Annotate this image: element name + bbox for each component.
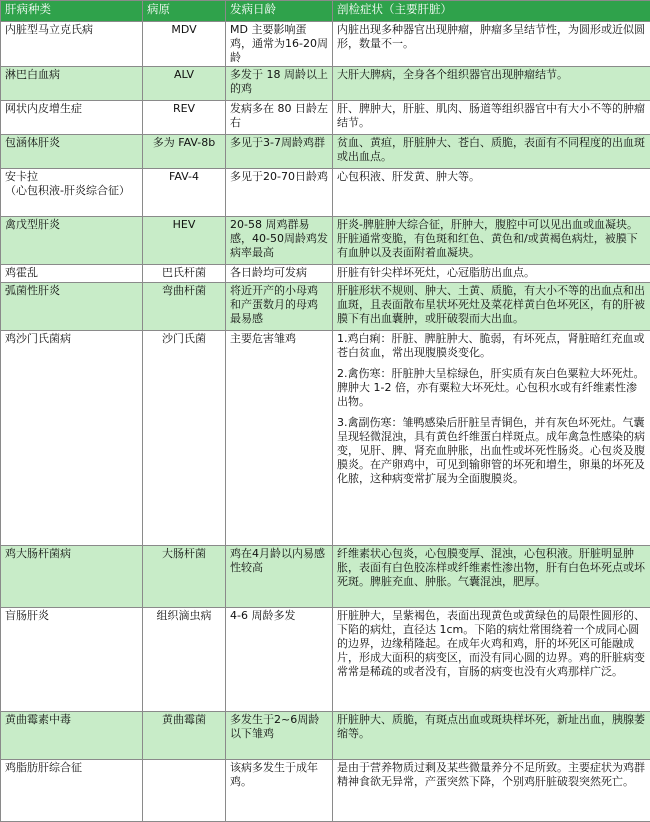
disease-name: 弧菌性肝炎 — [1, 283, 143, 331]
disease-name: 鸡霍乱 — [1, 265, 143, 283]
symptoms — [333, 546, 650, 608]
table-row — [1, 712, 650, 760]
pathogen — [143, 760, 226, 822]
pathogen: 沙门氏菌 — [143, 331, 226, 546]
onset-age: 各日龄均可发病 — [226, 265, 333, 283]
table-row — [1, 331, 650, 546]
symptom-text: 2.禽伤寒：肝脏肿大呈棕绿色，肝实质有灰白色粟粒大坏死灶。脾肿大 1-2 倍，亦有粟粒大坏死灶。心包积水或有纤维素性渗出物。 — [337, 367, 646, 409]
pathogen: FAV-4 — [143, 169, 226, 217]
pathogen: 组织滴虫病 — [143, 608, 226, 712]
pathogen: 弯曲杆菌 — [143, 283, 226, 331]
symptom-text: 肝炎-脾脏肿大综合征，肝肿大，腹腔中可以见出血或血凝块。肝脏通常变脆，有色斑和红色、黄色和/或黄褐色病灶，被膜下有血肿以及表面附着血凝块。 — [337, 218, 646, 260]
pathogen: 大肠杆菌 — [143, 546, 226, 608]
onset-age: 多见于20-70日龄鸡 — [226, 169, 333, 217]
symptoms — [333, 22, 650, 67]
table-row — [1, 22, 650, 67]
symptoms — [333, 135, 650, 169]
symptom-text: 贫血、黄疸，肝脏肿大、苍白、质脆，表面有不同程度的出血斑或出血点。 — [337, 136, 646, 164]
symptom-text: 肝脏肿大，呈紫褐色，表面出现黄色或黄绿色的局限性圆形的、下陷的病灶，直径达 1cm。下陷的病灶常围绕着一个成同心圆的边界，边缘稍隆起。在成年火鸡和鸡，肝的坏死区可能融成片，形成大面积的病变区，而没有同心圆的边界。鸡的肝脏病变常常是稀疏的或者没有，盲肠的病变也没有火鸡那样广泛。 — [337, 609, 646, 679]
symptoms — [333, 712, 650, 760]
symptoms — [333, 67, 650, 101]
symptom-text: 肝、脾肿大，肝脏、肌肉、肠道等组织器官中有大小不等的肿瘤结节。 — [337, 102, 646, 130]
pathogen: 黄曲霉菌 — [143, 712, 226, 760]
onset-age: 鸡在4月龄以内易感性较高 — [226, 546, 333, 608]
disease-name: 禽戊型肝炎 — [1, 217, 143, 265]
header-row — [1, 1, 650, 22]
pathogen: 多为 FAV-8b — [143, 135, 226, 169]
onset-age: 多发于 18 周龄以上的鸡 — [226, 67, 333, 101]
symptom-text: 肝脏有针尖样坏死灶，心冠脂肪出血点。 — [337, 266, 646, 280]
onset-age: 主要危害雏鸡 — [226, 331, 333, 546]
table-row — [1, 265, 650, 283]
disease-name: 黄曲霉素中毒 — [1, 712, 143, 760]
disease-name: 内脏型马立克氏病 — [1, 22, 143, 67]
table-row — [1, 217, 650, 265]
table-row — [1, 135, 650, 169]
disease-name: 网状内皮增生症 — [1, 101, 143, 135]
table-row — [1, 546, 650, 608]
disease-name: 淋巴白血病 — [1, 67, 143, 101]
symptom-text: 肝脏形状不规则、肿大、土黄、质脆，有大小不等的出血点和出血斑，且表面散布星状坏死灶及菜花样黄白色坏死区，有的肝被膜下有出血囊肿，或肝破裂而大出血。 — [337, 284, 646, 326]
onset-age: 发病多在 80 日龄左右 — [226, 101, 333, 135]
header-pathogen: 病原 — [143, 1, 226, 22]
onset-age: 该病多发生于成年鸡。 — [226, 760, 333, 822]
symptom-text: 大肝大脾病，全身各个组织器官出现肿瘤结节。 — [337, 68, 646, 82]
onset-age: 将近开产的小母鸡和产蛋数月的母鸡最易感 — [226, 283, 333, 331]
symptoms — [333, 265, 650, 283]
symptoms — [333, 217, 650, 265]
disease-name: 鸡沙门氏菌病 — [1, 331, 143, 546]
pathogen: REV — [143, 101, 226, 135]
onset-age: 多发生于2~6周龄以下雏鸡 — [226, 712, 333, 760]
pathogen: MDV — [143, 22, 226, 67]
onset-age: 4-6 周龄多发 — [226, 608, 333, 712]
onset-age: 多见于3-7周龄鸡群 — [226, 135, 333, 169]
symptoms — [333, 760, 650, 822]
disease-name: 鸡大肠杆菌病 — [1, 546, 143, 608]
symptom-text: 是由于营养物质过剩及某些微量养分不足所致。主要症状为鸡群精神食欲无异常，产蛋突然下降，个别鸡肝脏破裂突然死亡。 — [337, 761, 646, 789]
header-symptoms: 剖检症状（主要肝脏） — [333, 1, 650, 22]
table-row — [1, 760, 650, 822]
symptoms — [333, 608, 650, 712]
symptom-text: 内脏出现多种器官出现肿瘤，肿瘤多呈结节性，为圆形或近似圆形，数量不一。 — [337, 23, 646, 51]
disease-name: 鸡脂肪肝综合征 — [1, 760, 143, 822]
symptom-text: 心包积液、肝发黄、肿大等。 — [337, 170, 646, 184]
disease-name: 包涵体肝炎 — [1, 135, 143, 169]
table-row — [1, 169, 650, 217]
symptom-text: 1.鸡白痢：肝脏、脾脏肿大、脆弱，有坏死点，肾脏暗红充血或苍白贫血，常出现腹膜炎变化。 — [337, 332, 646, 360]
symptoms — [333, 169, 650, 217]
disease-name: 盲肠肝炎 — [1, 608, 143, 712]
pathogen: 巴氏杆菌 — [143, 265, 226, 283]
symptoms — [333, 101, 650, 135]
table-row — [1, 283, 650, 331]
pathogen: ALV — [143, 67, 226, 101]
symptom-text: 纤维素状心包炎，心包膜变厚、混浊，心包积液。肝脏明显肿胀，表面有白色胶冻样或纤维素性渗出物，肝有白色坏死点或坏死斑。脾脏充血、肿胀。气囊混浊，肥厚。 — [337, 547, 646, 589]
disease-name: 安卡拉 （心包积液-肝炎综合征） — [1, 169, 143, 217]
onset-age: MD 主要影响蛋鸡，通常为16-20周龄 — [226, 22, 333, 67]
table-row — [1, 608, 650, 712]
symptoms — [333, 331, 650, 546]
symptoms — [333, 283, 650, 331]
onset-age: 20-58 周鸡群易感，40-50周龄鸡发病率最高 — [226, 217, 333, 265]
pathogen: HEV — [143, 217, 226, 265]
symptom-text: 3.禽副伤寒：雏鸭感染后肝脏呈青铜色，并有灰色坏死灶。气囊呈现轻微混浊，具有黄色纤维蛋白样斑点。成年禽急性感染的病变，见肝、脾、肾充血肿胀，出血性或坏死性肠炎。心包炎及腹膜炎。在产卵鸡中，可见到输卵管的坏死和增生，卵巢的坏死及化脓，这种病变常扩展为全面腹膜炎。 — [337, 416, 646, 486]
symptom-text: 肝脏肿大、质脆，有斑点出血或斑块样坏死，新址出血，胰腺萎缩等。 — [337, 713, 646, 741]
table-row — [1, 67, 650, 101]
table-row — [1, 101, 650, 135]
header-age: 发病日龄 — [226, 1, 333, 22]
header-disease: 肝病种类 — [1, 1, 143, 22]
